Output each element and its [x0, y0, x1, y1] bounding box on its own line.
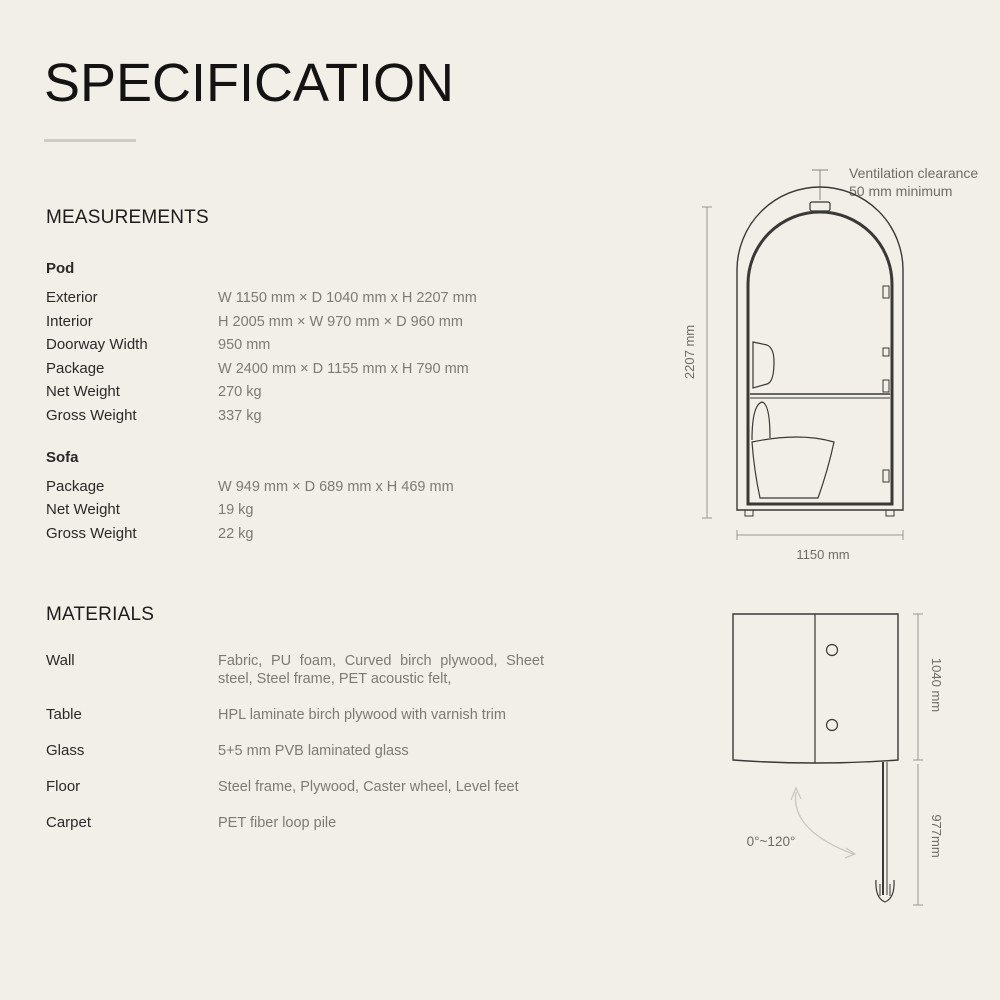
spec-value: W 949 mm × D 689 mm x H 469 mm [218, 479, 454, 495]
spec-label: Interior [46, 313, 93, 330]
sofa-heading: Sofa [46, 449, 79, 466]
spec-row-sofa-gross-weight [46, 525, 566, 543]
door-swing-arc [795, 792, 853, 854]
pod-outer-shell [737, 187, 903, 510]
chair-back [752, 402, 770, 440]
door-handle-detail [880, 884, 890, 896]
material-row-wall [46, 652, 566, 688]
material-value: Steel frame, Plywood, Caster wheel, Level feet [218, 779, 519, 795]
spec-label: Package [46, 360, 105, 377]
depth-dimension-label: 1040 mm [929, 657, 944, 713]
material-value: PET fiber loop pile [218, 815, 337, 831]
material-label: Table [46, 706, 82, 723]
spec-value: 950 mm [218, 337, 271, 353]
spec-value: W 1150 mm × D 1040 mm x H 2207 mm [218, 290, 477, 306]
material-row-table [46, 706, 566, 724]
chair-seat [752, 437, 834, 498]
page-title: SPECIFICATION [44, 53, 455, 113]
door-clearance-label: 977mm [929, 814, 944, 858]
spec-row-pod-gross-weight [46, 407, 566, 425]
pod-heading: Pod [46, 260, 75, 277]
ventilation-label-line2: 50 mm minimum [849, 183, 953, 199]
spec-value: H 2005 mm × W 970 mm × D 960 mm [218, 314, 463, 330]
spec-label: Net Weight [46, 383, 120, 400]
spec-value: W 2400 mm × D 1155 mm x H 790 mm [218, 361, 469, 377]
spec-row-pod-net-weight [46, 383, 566, 401]
spec-row-pod-interior [46, 313, 566, 331]
material-row-floor [46, 778, 566, 796]
material-label: Wall [46, 652, 75, 669]
handle-circle-bottom [827, 720, 838, 731]
door-hinge-bottom [883, 470, 889, 482]
spec-value: 22 kg [218, 526, 254, 542]
pod-door-frame [748, 212, 892, 504]
material-value: HPL laminate birch plywood with varnish trim [218, 707, 506, 723]
door-hinge-mid [883, 348, 889, 356]
spec-value: 337 kg [218, 408, 262, 424]
spec-value: 270 kg [218, 384, 262, 400]
spec-label: Gross Weight [46, 407, 137, 424]
spec-row-sofa-package [46, 478, 566, 496]
spec-label: Net Weight [46, 501, 120, 518]
material-row-glass [46, 742, 566, 760]
ventilation-label-line1: Ventilation clearance [849, 165, 979, 181]
spec-row-pod-package [46, 360, 566, 378]
spec-value: 19 kg [218, 502, 254, 518]
material-label: Floor [46, 778, 81, 795]
material-row-carpet [46, 814, 566, 832]
wall-lamp [753, 342, 774, 388]
material-label: Glass [46, 742, 85, 759]
door-handle [883, 380, 889, 392]
door-angle-label: 0°~120° [746, 834, 796, 849]
door-hinge-top [883, 286, 889, 298]
spec-row-pod-exterior [46, 289, 566, 307]
spec-label: Package [46, 478, 105, 495]
pod-front-elevation-drawing [670, 160, 1000, 570]
material-label: Carpet [46, 814, 92, 831]
vent-cap [810, 202, 830, 211]
material-value: Fabric, PU foam, Curved birch plywood, Sheet steel, Steel frame, PET acoustic felt, [218, 653, 544, 687]
spec-row-pod-doorway-width [46, 336, 566, 354]
pod-top-view-drawing [720, 600, 990, 915]
height-dimension-label: 2207 mm [682, 324, 697, 380]
spec-label: Exterior [46, 289, 98, 306]
materials-heading: MATERIALS [46, 604, 155, 625]
foot-left [745, 510, 753, 516]
material-value: 5+5 mm PVB laminated glass [218, 743, 409, 759]
handle-circle-top [827, 645, 838, 656]
spec-label: Gross Weight [46, 525, 137, 542]
spec-label: Doorway Width [46, 336, 148, 353]
width-dimension-label: 1150 mm [796, 547, 850, 562]
measurements-heading: MEASUREMENTS [46, 207, 209, 228]
title-divider [44, 139, 136, 142]
door-handle-top-view [876, 880, 894, 902]
spec-row-sofa-net-weight [46, 501, 566, 519]
foot-right [886, 510, 894, 516]
